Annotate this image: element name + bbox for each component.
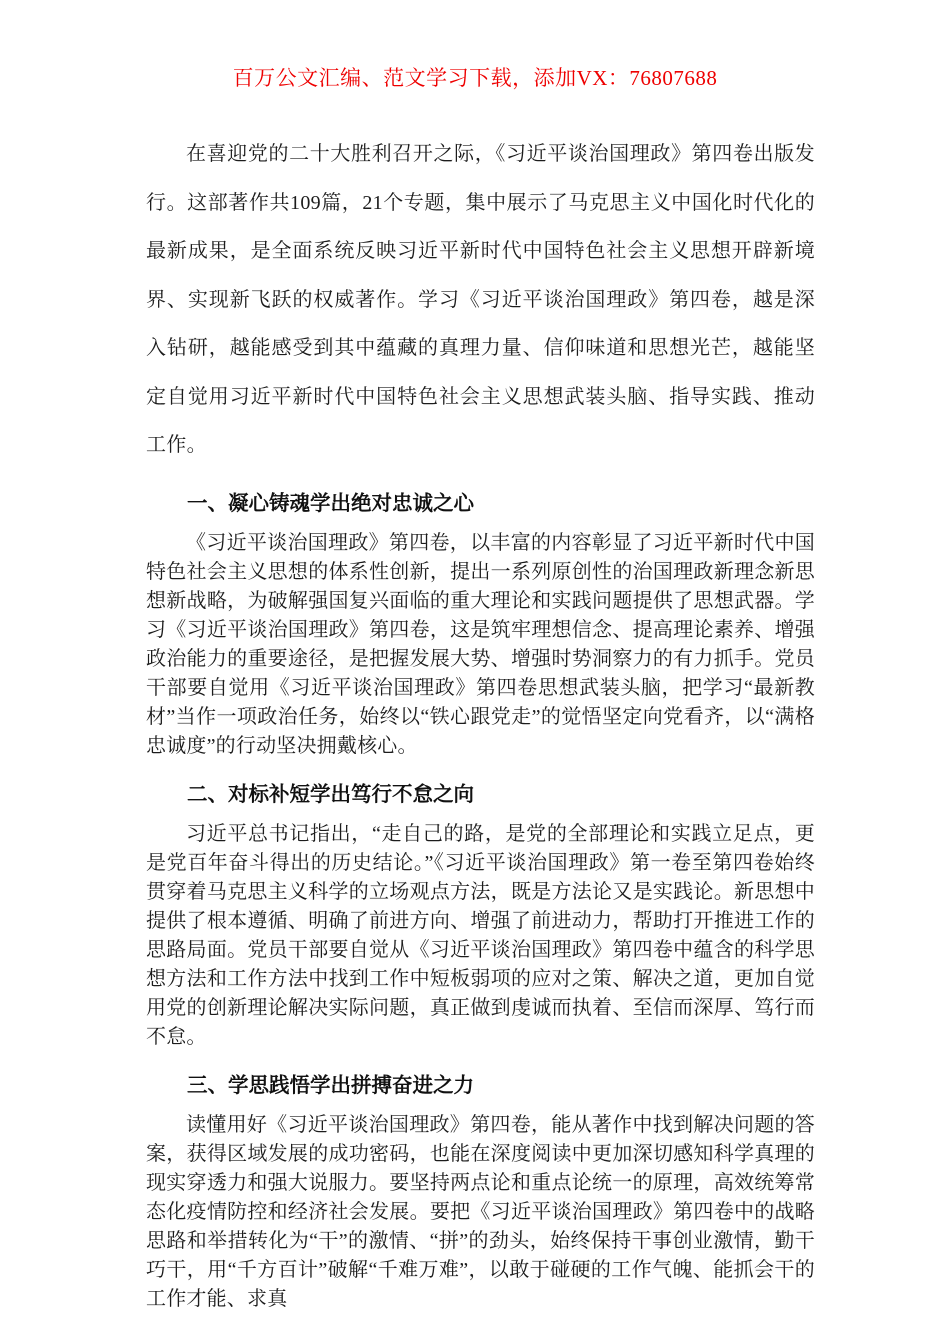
intro-paragraph: 在喜迎党的二十大胜利召开之际，《习近平谈治国理政》第四卷出版发行。这部著作共109篇，21个专题，集中展示了马克思主义中国化时代化的最新成果，是全面系统反映习近平新时代中国特色社会主义思想开辟新境界、实现新飞跃的权威著作。学习《习近平谈治国理政》第四卷，越是深入钻研，越能感受到其中蕴藏的真理力量、信仰味道和思想光芒，越能坚定自觉用习近平新时代中国特色社会主义思想武装头脑、指导实践、推动工作。 bbox=[146, 143, 815, 456]
section-heading-3: 三、学思践悟学出拼搏奋进之力 bbox=[187, 1074, 474, 1097]
section-body-1: 《习近平谈治国理政》第四卷，以丰富的内容彰显了习近平新时代中国特色社会主义思想的体系性创新，提出一系列原创性的治国理政新理念新思想新战略，为破解强国复兴面临的重大理论和实践问题提供了思想武器。学习《习近平谈治国理政》第四卷，这是筑牢理想信念、提高理论素养、增强政治能力的重要途径，是把握发展大势、增强时势洞察力的有力抓手。党员干部要自觉用《习近平谈治国理政》第四卷思想武装头脑，把学习“最新教材”当作一项政治任务，始终以“铁心跟党走”的觉悟坚定向党看齐，以“满格忠诚度”的行动坚决拥戴核心。 bbox=[146, 531, 815, 757]
section-body-2: 习近平总书记指出，“走自己的路，是党的全部理论和实践立足点，更是党百年奋斗得出的历史结论。”《习近平谈治国理政》第一卷至第四卷始终贯穿着马克思主义科学的立场观点方法，既是方法论又是实践论。新思想中提供了根本遵循、明确了前进方向、增强了前进动力，帮助打开推进工作的思路局面。党员干部要自觉从《习近平谈治国理政》第四卷中蕴含的科学思想方法和工作方法中找到工作中短板弱项的应对之策、解决之道，更加自觉用党的创新理论解决实际问题，真正做到虔诚而执着、至信而深厚、笃行而不怠。 bbox=[146, 822, 815, 1048]
section-heading-1: 一、凝心铸魂学出绝对忠诚之心 bbox=[187, 492, 474, 515]
promo-banner: 百万公文汇编、范文学习下载，添加VX：76807688 bbox=[232, 66, 718, 90]
section-body-3: 读懂用好《习近平谈治国理政》第四卷，能从著作中找到解决问题的答案，获得区域发展的成功密码，也能在深度阅读中更加深切感知科学真理的现实穿透力和强大说服力。要坚持两点论和重点论统一的原理，高效统筹常态化疫情防控和经济社会发展。要把《习近平谈治国理政》第四卷中的战略思路和举措转化为“干”的激情、“拼”的劲头，始终保持干事创业激情，勤干巧干，用“千方百计”破解“千难万难”，以敢于碰硬的工作气魄、能抓会干的工作才能、求真 bbox=[146, 1113, 815, 1310]
document-content bbox=[0, 92, 950, 1314]
section-heading-2: 二、对标补短学出笃行不怠之向 bbox=[187, 783, 474, 806]
